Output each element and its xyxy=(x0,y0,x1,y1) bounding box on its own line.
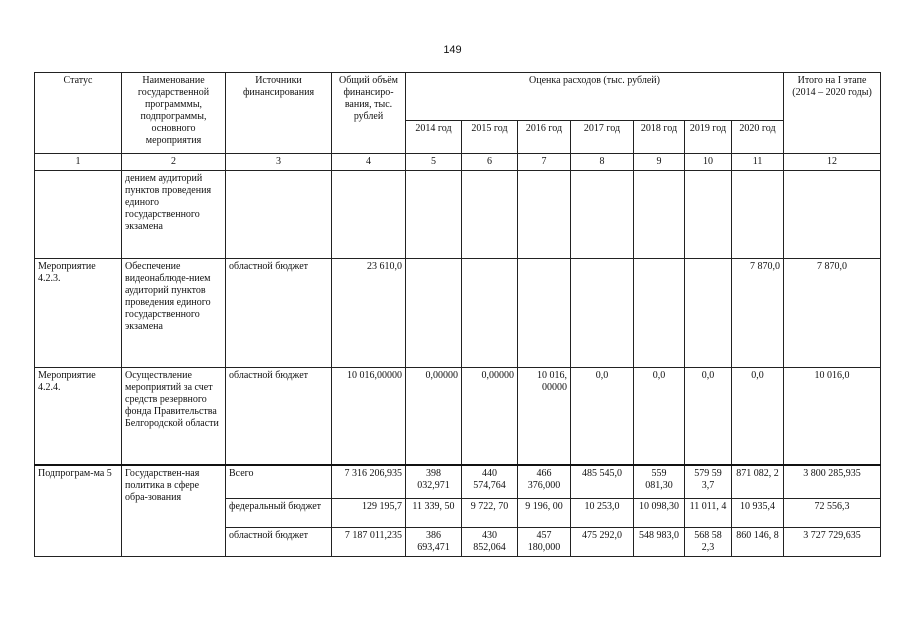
column-number: 11 xyxy=(732,154,784,171)
row-2019 xyxy=(685,259,732,368)
row-total: 23 610,0 xyxy=(332,259,406,368)
row-2014: 398 032,971 xyxy=(406,465,462,499)
row-2015 xyxy=(462,259,518,368)
row-total: 129 195,7 xyxy=(332,499,406,528)
row-2017: 475 292,0 xyxy=(571,528,634,557)
row-2016 xyxy=(518,171,571,259)
column-number: 3 xyxy=(226,154,332,171)
column-number-row xyxy=(35,154,881,171)
row-source xyxy=(226,171,332,259)
row-2017 xyxy=(571,171,634,259)
column-number: 8 xyxy=(571,154,634,171)
column-number: 12 xyxy=(784,154,881,171)
row-2014: 386 693,471 xyxy=(406,528,462,557)
row-stage-total: 7 870,0 xyxy=(784,259,881,368)
row-2019: 568 58 2,3 xyxy=(685,528,732,557)
header-stage-total: Итого на I этапе (2014 – 2020 годы) xyxy=(784,73,881,154)
row-2018: 10 098,30 xyxy=(634,499,685,528)
row-2015 xyxy=(462,171,518,259)
subprogram-name: Государствен-ная политика в сфере обра-зования xyxy=(122,465,226,557)
header-name: Наименование государственной программмы, подпрограммы, основного мероприятия xyxy=(122,73,226,154)
table-row xyxy=(35,259,881,368)
column-number: 5 xyxy=(406,154,462,171)
header-status: Статус xyxy=(35,73,122,154)
row-total xyxy=(332,171,406,259)
row-name: дением аудиторий пунктов проведения единого государственного экзамена xyxy=(122,171,226,259)
row-2017: 0,0 xyxy=(571,368,634,465)
header-year-2017: 2017 год xyxy=(571,121,634,154)
row-status xyxy=(35,171,122,259)
row-total: 7 316 206,935 xyxy=(332,465,406,499)
table-row xyxy=(35,368,881,465)
row-2016: 466 376,000 xyxy=(518,465,571,499)
row-2016: 457 180,000 xyxy=(518,528,571,557)
row-2020: 871 082, 2 xyxy=(732,465,784,499)
header-year-2019: 2019 год xyxy=(685,121,732,154)
table-row xyxy=(35,171,881,259)
row-source: областной бюджет xyxy=(226,368,332,465)
row-2020: 7 870,0 xyxy=(732,259,784,368)
row-stage-total: 10 016,0 xyxy=(784,368,881,465)
row-source: областной бюджет xyxy=(226,259,332,368)
row-2016: 9 196, 00 xyxy=(518,499,571,528)
row-2016 xyxy=(518,259,571,368)
row-2014: 11 339, 50 xyxy=(406,499,462,528)
header-sources: Источники финансирования xyxy=(226,73,332,154)
row-2018 xyxy=(634,171,685,259)
row-name: Обеспечение видеонаблюде-нием аудиторий пунктов проведения единого государственного экзамена xyxy=(122,259,226,368)
budget-table xyxy=(34,72,881,557)
row-2019 xyxy=(685,171,732,259)
header-estimate: Оценка расходов (тыс. рублей) xyxy=(406,73,784,121)
column-number: 6 xyxy=(462,154,518,171)
header-total: Общий объём финансиро-вания, тыс. рублей xyxy=(332,73,406,154)
row-2020: 10 935,4 xyxy=(732,499,784,528)
row-2020: 860 146, 8 xyxy=(732,528,784,557)
column-number: 4 xyxy=(332,154,406,171)
column-number: 7 xyxy=(518,154,571,171)
row-stage-total: 3 727 729,635 xyxy=(784,528,881,557)
row-2014 xyxy=(406,259,462,368)
row-2020: 0,0 xyxy=(732,368,784,465)
row-2015: 0,00000 xyxy=(462,368,518,465)
row-source: Всего xyxy=(226,465,332,499)
row-total: 7 187 011,235 xyxy=(332,528,406,557)
row-2017: 10 253,0 xyxy=(571,499,634,528)
header-year-2014: 2014 год xyxy=(406,121,462,154)
row-2018: 548 983,0 xyxy=(634,528,685,557)
row-2015: 440 574,764 xyxy=(462,465,518,499)
row-2017: 485 545,0 xyxy=(571,465,634,499)
row-2019: 0,0 xyxy=(685,368,732,465)
row-2018: 0,0 xyxy=(634,368,685,465)
column-number: 9 xyxy=(634,154,685,171)
row-2017 xyxy=(571,259,634,368)
row-2014: 0,00000 xyxy=(406,368,462,465)
row-status: Мероприятие 4.2.4. xyxy=(35,368,122,465)
row-2019: 579 59 3,7 xyxy=(685,465,732,499)
header-year-2015: 2015 год xyxy=(462,121,518,154)
row-2018 xyxy=(634,259,685,368)
row-2015: 430 852,064 xyxy=(462,528,518,557)
subprogram-row-total xyxy=(35,465,881,499)
subprogram-status: Подпрограм-ма 5 xyxy=(35,465,122,557)
page-number: 149 xyxy=(443,44,462,56)
row-2015: 9 722, 70 xyxy=(462,499,518,528)
row-2020 xyxy=(732,171,784,259)
row-stage-total xyxy=(784,171,881,259)
row-source: федеральный бюджет xyxy=(226,499,332,528)
row-2016: 10 016, 00000 xyxy=(518,368,571,465)
row-source: областной бюджет xyxy=(226,528,332,557)
row-status: Мероприятие 4.2.3. xyxy=(35,259,122,368)
row-2019: 11 011, 4 xyxy=(685,499,732,528)
row-stage-total: 3 800 285,935 xyxy=(784,465,881,499)
header-year-2016: 2016 год xyxy=(518,121,571,154)
header-year-2018: 2018 год xyxy=(634,121,685,154)
row-total: 10 016,00000 xyxy=(332,368,406,465)
column-number: 2 xyxy=(122,154,226,171)
row-2018: 559 081,30 xyxy=(634,465,685,499)
row-stage-total: 72 556,3 xyxy=(784,499,881,528)
column-number: 1 xyxy=(35,154,122,171)
row-2014 xyxy=(406,171,462,259)
header-year-2020: 2020 год xyxy=(732,121,784,154)
column-number: 10 xyxy=(685,154,732,171)
row-name: Осуществление мероприятий за счет средств резервного фонда Правительства Белгородской области xyxy=(122,368,226,465)
